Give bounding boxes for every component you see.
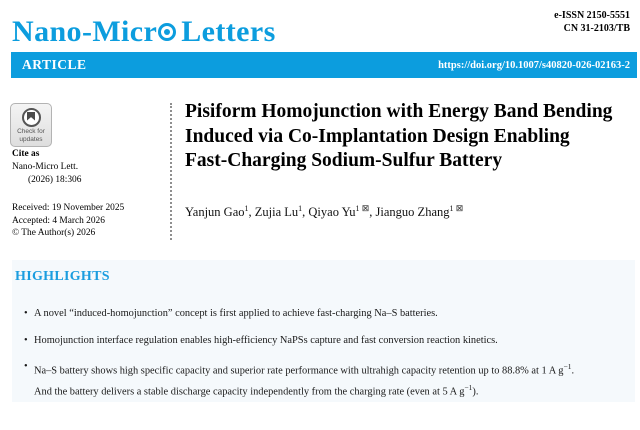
article-title-line3: Fast-Charging Sodium-Sulfur Battery — [185, 150, 503, 171]
received-date: Received: 19 November 2025 — [12, 203, 125, 213]
article-title — [185, 100, 640, 174]
doi-link[interactable]: https://doi.org/10.1007/s40820-026-02163-2 — [438, 59, 630, 71]
citation-block — [12, 148, 81, 187]
article-title-line2: Induced via Co-Implantation Design Enabling — [185, 125, 570, 147]
author-name: Zujia Lu — [254, 205, 299, 220]
sidebar-divider — [170, 103, 172, 240]
author-list: Yanjun Gao$^1$, Zujia Lu$^1$, Qiyao Yu$^1$ ⊠, Jianguo Zhang$^1$ ⊠ — [185, 203, 464, 220]
crossmark-text-line2: updates — [19, 135, 43, 143]
copyright-notice: © The Author(s) 2026 — [12, 228, 96, 238]
article-title-line1: Pisiform Homojunction with Energy Band Bending — [185, 101, 613, 122]
article-type-label: ARTICLE — [22, 57, 87, 72]
journal-title-part2: Letters — [181, 15, 276, 48]
volume-issue: (2026) 18:306 — [28, 175, 82, 185]
highlight-item: • Na–S battery shows high specific capacity and superior rate performance with ultrahigh capacity retention up to 88.8% at 1 A $g^{-1}$. And the battery delivers a stable discharge capacity independently from the charging rate (even at 5 A $g^{-1}$). — [15, 359, 629, 401]
cn-number-text: CN 31-2103/TB — [563, 23, 630, 34]
author-affiliation-sup: 1 — [449, 204, 454, 213]
crossmark-icon — [22, 108, 41, 127]
check-for-updates-badge[interactable] — [10, 103, 52, 147]
highlights-list — [15, 306, 629, 401]
journal-title-part1: Nano-Micr — [12, 15, 158, 48]
journal-abbrev: Nano-Micro Lett. — [12, 162, 79, 172]
eissn-text: e-ISSN 2150-5551 — [554, 10, 630, 21]
circled-dot-logo-icon — [158, 23, 176, 41]
author-affiliation-sup: 1 — [244, 204, 249, 213]
highlights-heading: HIGHLIGHTS — [15, 269, 110, 284]
cite-as-label: Cite as — [12, 149, 40, 159]
author-name: Yanjun Gao — [185, 205, 245, 220]
highlight-item: • Homojunction interface regulation enables high-efficiency NaPSs capture and fast conversion reaction kinetics. — [15, 333, 629, 350]
journal-title — [12, 12, 276, 52]
issn-block — [554, 9, 630, 35]
author-name: Jianguo Zhang — [375, 205, 450, 220]
dates-block — [12, 202, 124, 240]
author-affiliation-sup: 1 — [355, 204, 360, 213]
envelope-icon[interactable]: ⊠ — [359, 203, 370, 213]
highlights-section — [12, 260, 635, 402]
highlight-item: • A novel “induced-homojunction” concept is first applied to achieve fast-charging Na–S batteries. — [15, 306, 629, 323]
author-affiliation-sup: 1 — [298, 204, 303, 213]
article-type-banner — [11, 52, 637, 78]
accepted-date: Accepted: 4 March 2026 — [12, 215, 105, 226]
author-name: Qiyao Yu — [308, 205, 356, 220]
envelope-icon[interactable]: ⊠ — [453, 203, 464, 213]
crossmark-text-line1: Check for — [17, 128, 45, 135]
